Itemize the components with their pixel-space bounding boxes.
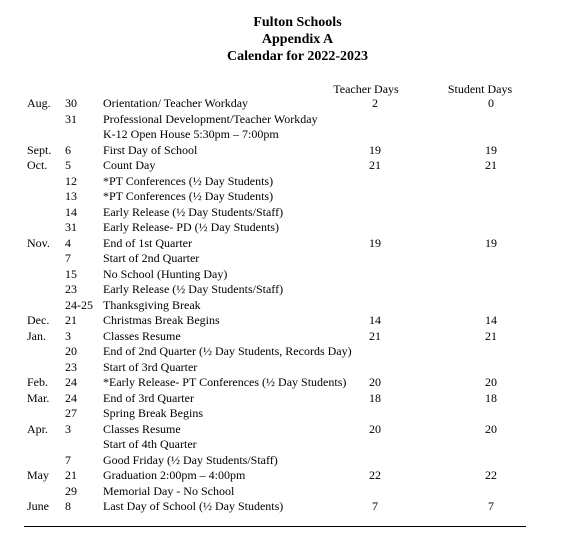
event-cell: Last Day of School (½ Day Students) [103, 499, 284, 513]
day-cell: 13 [65, 189, 77, 203]
calendar-row [0, 329, 575, 345]
day-cell: 7 [65, 251, 71, 265]
day-cell: 7 [65, 452, 71, 467]
calendar-row [0, 112, 575, 128]
calendar-row [0, 468, 575, 484]
student-days-cell: 19 [485, 235, 497, 250]
teacher-days-cell: 14 [369, 313, 381, 327]
calendar-row [0, 406, 575, 422]
event-cell: Early Release (½ Day Students/Staff) [103, 204, 284, 219]
day-cell: 29 [65, 483, 77, 498]
event-cell: Christmas Break Begins [103, 313, 220, 327]
student-days-cell: 20 [485, 421, 497, 436]
event-cell: Thanksgiving Break [103, 297, 201, 312]
event-cell: *PT Conferences (½ Day Students) [103, 173, 274, 188]
event-cell: Early Release- PD (½ Day Students) [103, 220, 279, 234]
day-cell: 30 [65, 96, 77, 110]
day-cell: 31 [65, 220, 77, 234]
student-days-cell: 21 [485, 158, 497, 172]
event-cell: Good Friday (½ Day Students/Staff) [103, 452, 278, 467]
calendar-row [0, 344, 575, 360]
teacher-days-cell: 2 [372, 96, 378, 110]
day-cell: 4 [65, 235, 71, 250]
month-cell: Dec. [27, 313, 50, 327]
teacher-days-cell: 7 [372, 499, 378, 513]
calendar-row [0, 158, 575, 174]
month-cell: Jan. [27, 328, 46, 343]
teacher-days-cell: 21 [369, 158, 381, 172]
month-cell: Sept. [27, 142, 52, 157]
day-cell: 21 [65, 313, 77, 327]
day-cell: 23 [65, 282, 77, 296]
event-cell: Count Day [103, 158, 156, 172]
teacher-days-header: Teacher Days [333, 82, 399, 96]
event-cell: Start of 4th Quarter [103, 437, 197, 451]
calendar-row [0, 282, 575, 298]
day-cell: 24-25 [65, 297, 93, 312]
student-days-cell: 20 [485, 375, 497, 389]
calendar-row [0, 236, 575, 252]
event-cell: Classes Resume [103, 328, 181, 343]
calendar-row [0, 96, 575, 112]
calendar-row [0, 375, 575, 391]
student-days-cell: 22 [485, 468, 497, 482]
calendar-row [0, 127, 575, 143]
teacher-days-cell: 19 [369, 142, 381, 157]
calendar-row [0, 205, 575, 221]
event-cell: End of 3rd Quarter [103, 390, 194, 405]
student-days-cell: 19 [485, 142, 497, 157]
month-cell: Nov. [27, 235, 50, 250]
calendar-table [0, 96, 575, 515]
day-cell: 5 [65, 158, 71, 172]
bottom-divider [24, 526, 526, 527]
day-cell: 21 [65, 468, 77, 482]
event-cell: Spring Break Begins [103, 406, 203, 420]
day-cell: 24 [65, 375, 77, 389]
calendar-row [0, 360, 575, 376]
teacher-days-cell: 22 [369, 468, 381, 482]
day-cell: 20 [65, 344, 77, 358]
calendar-row [0, 437, 575, 453]
student-days-cell: 0 [488, 96, 494, 110]
month-cell: Oct. [27, 158, 48, 172]
event-cell: Start of 2nd Quarter [103, 251, 200, 265]
student-days-cell: 18 [485, 390, 497, 405]
event-cell: Start of 3rd Quarter [103, 359, 198, 374]
day-cell: 14 [65, 204, 77, 219]
teacher-days-cell: 19 [369, 235, 381, 250]
month-cell: Aug. [27, 96, 51, 110]
student-days-cell: 14 [485, 313, 497, 327]
event-cell: Graduation 2:00pm – 4:00pm [103, 468, 246, 482]
month-cell: Apr. [27, 421, 48, 436]
student-days-cell: 21 [485, 328, 497, 343]
calendar-row [0, 422, 575, 438]
month-cell: June [27, 499, 49, 513]
day-cell: 3 [65, 328, 71, 343]
day-cell: 27 [65, 406, 77, 420]
day-cell: 6 [65, 142, 71, 157]
event-cell: Orientation/ Teacher Workday [103, 96, 249, 110]
day-cell: 3 [65, 421, 71, 436]
teacher-days-cell: 18 [369, 390, 381, 405]
event-cell: Memorial Day - No School [103, 483, 235, 498]
calendar-row [0, 453, 575, 469]
teacher-days-cell: 20 [369, 421, 381, 436]
teacher-days-cell: 21 [369, 328, 381, 343]
calendar-row [0, 298, 575, 314]
month-cell: May [27, 468, 49, 482]
document-title: Fulton Schools [253, 15, 342, 30]
day-cell: 15 [65, 266, 77, 281]
document-subtitle: Appendix A [261, 32, 334, 47]
calendar-row [0, 251, 575, 267]
day-cell: 31 [65, 111, 77, 126]
student-days-cell: 7 [488, 499, 494, 513]
event-cell: *PT Conferences (½ Day Students) [103, 189, 274, 203]
student-days-header: Student Days [447, 82, 513, 96]
month-cell: Mar. [27, 390, 50, 405]
calendar-title: Calendar for 2022-2023 [226, 49, 369, 64]
teacher-days-cell: 20 [369, 375, 381, 389]
calendar-row [0, 143, 575, 159]
event-cell: Professional Development/Teacher Workday [103, 111, 318, 126]
calendar-row [0, 189, 575, 205]
calendar-row [0, 313, 575, 329]
event-cell: End of 2nd Quarter (½ Day Students, Records Day) [103, 344, 352, 358]
event-cell: K-12 Open House 5:30pm – 7:00pm [103, 127, 279, 141]
event-cell: *Early Release- PT Conferences (½ Day Students) [103, 375, 347, 389]
calendar-row [0, 174, 575, 190]
day-cell: 8 [65, 499, 71, 513]
day-cell: 24 [65, 390, 77, 405]
event-cell: First Day of School [103, 142, 198, 157]
calendar-row [0, 220, 575, 236]
calendar-row [0, 499, 575, 515]
event-cell: Early Release (½ Day Students/Staff) [103, 282, 284, 296]
calendar-row [0, 484, 575, 500]
month-cell: Feb. [27, 375, 48, 389]
event-cell: Classes Resume [103, 421, 181, 436]
day-cell: 12 [65, 173, 77, 188]
calendar-row [0, 391, 575, 407]
event-cell: No School (Hunting Day) [103, 266, 228, 281]
event-cell: End of 1st Quarter [103, 235, 192, 250]
calendar-row [0, 267, 575, 283]
day-cell: 23 [65, 359, 77, 374]
